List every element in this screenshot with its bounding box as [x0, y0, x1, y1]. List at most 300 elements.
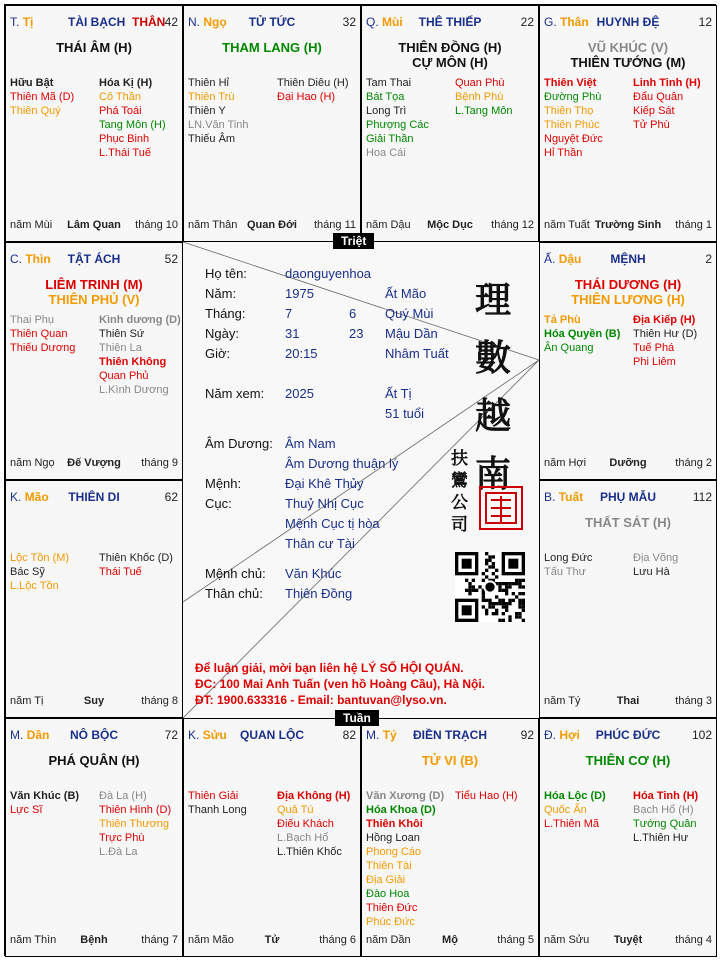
- palace-phase: Mộ: [442, 934, 458, 946]
- palace-month: tháng 9: [141, 457, 178, 469]
- minor-stars-right: [99, 76, 166, 160]
- palace-name: TẬT ÁCH: [67, 252, 121, 266]
- palace-footer: [10, 219, 178, 233]
- minor-star: Thiên Diêu (H): [277, 77, 349, 89]
- calligraphy-small-char: 公: [451, 493, 468, 513]
- palace-name: TÀI BẠCH: [68, 15, 126, 29]
- palace-name: HUYNH ĐỆ: [596, 15, 660, 29]
- astrology-chart: [4, 4, 716, 956]
- palace-cell-dan[interactable]: [5, 718, 183, 957]
- palace-month: tháng 7: [141, 934, 178, 946]
- info-value: Âm Dương thuận lý: [285, 456, 399, 471]
- palace-year: năm Sửu: [544, 934, 590, 946]
- minor-star: Hóa Tinh (H): [633, 790, 699, 802]
- palace-footer: [10, 457, 178, 471]
- major-star: PHÁ QUÂN (H): [48, 753, 140, 768]
- minor-star: Hóa Quyền (B): [544, 328, 621, 340]
- palace-name: THÊ THIẾP: [418, 15, 482, 29]
- minor-star: L.Thiên Mã: [544, 818, 600, 830]
- minor-stars-right: [633, 313, 697, 369]
- minor-star: Bệnh Phù: [455, 91, 504, 103]
- palace-phase: Quan Đới: [247, 219, 297, 231]
- minor-star: L.Thái Tuế: [99, 147, 151, 159]
- palace-number: 12: [698, 15, 712, 29]
- minor-star: Bát Tọa: [366, 91, 405, 103]
- palace-name: PHỤ MẪU: [600, 490, 656, 504]
- palace-phase: Trường Sinh: [594, 219, 662, 231]
- palace-phase: Thai: [616, 695, 640, 707]
- palace-header: [188, 15, 356, 29]
- palace-year: năm Mùi: [10, 219, 53, 231]
- info-label: Mệnh:: [205, 476, 242, 491]
- minor-star: Văn Khúc (B): [10, 790, 80, 802]
- palace-footer: [544, 219, 712, 233]
- minor-star: Thiếu Dương: [10, 342, 76, 354]
- minor-star: Hóa Lộc (D): [544, 790, 606, 802]
- palace-name: THIÊN DI: [68, 490, 120, 504]
- minor-stars-left: [188, 76, 249, 146]
- red-seal: [479, 486, 523, 530]
- minor-star: Quan Phù: [455, 77, 505, 89]
- info-value: 7: [285, 306, 293, 321]
- major-star: THIÊN ĐỒNG (H): [398, 40, 502, 55]
- palace-month: tháng 5: [497, 934, 534, 946]
- seal-pattern-icon: [481, 488, 521, 528]
- palace-footer: [544, 457, 712, 471]
- minor-star: Đường Phù: [544, 91, 602, 103]
- major-star: THÁI DƯƠNG (H): [574, 277, 682, 292]
- info-label: Năm:: [205, 286, 237, 301]
- minor-star: Thiên Hình (D): [99, 804, 172, 816]
- minor-star: Lộc Tồn (M): [10, 552, 70, 564]
- info-value: daonguyenhoa: [285, 266, 372, 281]
- minor-star: Phong Cáo: [366, 846, 422, 858]
- minor-star: Thiên Giải: [188, 790, 239, 802]
- minor-star: Thiên Tài: [366, 860, 412, 872]
- minor-star: Thiên Quan: [10, 328, 68, 340]
- minor-stars-right: [277, 789, 350, 859]
- info-label: Họ tên:: [205, 266, 247, 281]
- minor-star: Kiếp Sát: [633, 105, 675, 117]
- palace-year: năm Tý: [544, 695, 581, 707]
- palace-year: năm Ngọ: [10, 457, 55, 469]
- minor-star: Thiên Việt: [544, 77, 597, 89]
- minor-star: Thiên Hư (D): [633, 328, 698, 340]
- calligraphy-char: 理: [475, 279, 512, 321]
- minor-star: Thiên Khôi: [366, 818, 423, 830]
- minor-star: Hóa Khoa (D): [366, 804, 436, 816]
- minor-star: Phượng Các: [366, 119, 429, 131]
- calligraphy-small-char: 司: [451, 515, 468, 535]
- minor-star: Thiên Đức: [366, 902, 418, 914]
- palace-branch-name: Tị: [22, 15, 34, 29]
- minor-stars-left: [10, 789, 79, 817]
- palace-phase: Bệnh: [80, 934, 108, 946]
- minor-star: Lưu Hà: [633, 566, 670, 578]
- minor-star: Đào Hoa: [366, 888, 410, 900]
- major-star: CỰ MÔN (H): [412, 55, 488, 70]
- minor-stars-right: [99, 551, 173, 579]
- palace-number: 62: [164, 490, 178, 504]
- minor-star: Thái Tuế: [99, 566, 142, 578]
- palace-month: tháng 3: [675, 695, 712, 707]
- info-value: Nhâm Tuất: [385, 346, 449, 361]
- palace-branch-name: Hợi: [559, 728, 580, 742]
- palace-header: [544, 728, 712, 742]
- contact-line: ĐC: 100 Mai Anh Tuấn (ven hồ Hoàng Cầu), Hà Nội.: [195, 677, 486, 691]
- info-value: Ất Tị: [385, 386, 412, 401]
- palace-phase: Lâm Quan: [67, 219, 121, 231]
- minor-star: Long Trì: [366, 105, 407, 117]
- contact-line: Để luận giải, mời bạn liên hệ LÝ SỐ HỘI QUÁN.: [195, 661, 464, 675]
- minor-star: Địa Không (H): [277, 790, 351, 802]
- minor-stars-left: [366, 76, 429, 160]
- palace-stem: G.: [544, 15, 557, 29]
- minor-stars-right: [455, 789, 518, 803]
- calligraphy-char: 南: [475, 453, 512, 495]
- minor-star: Đà La (H): [99, 790, 147, 802]
- palace-footer: [10, 695, 178, 709]
- palace-phase: Suy: [83, 695, 105, 707]
- minor-star: Địa Giải: [366, 874, 406, 886]
- info-value: Văn Khúc: [285, 566, 342, 581]
- info-value: 31: [285, 326, 300, 341]
- minor-star: Tang Môn (H): [99, 119, 166, 131]
- palace-year: năm Hợi: [544, 457, 587, 469]
- palace-cell-thin[interactable]: [5, 242, 183, 480]
- palace-number: 32: [342, 15, 356, 29]
- minor-star: Bác Sỹ: [10, 566, 45, 578]
- palace-number: 72: [164, 728, 178, 742]
- palace-header: [10, 252, 178, 266]
- calligraphy-char: 數: [475, 337, 512, 379]
- palace-name: MỆNH: [610, 252, 646, 266]
- minor-star: Thiên La: [99, 342, 142, 354]
- triet-marker: Triệt: [333, 233, 374, 249]
- palace-branch-name: Thìn: [25, 252, 51, 266]
- minor-star: L.Thiên Khốc: [277, 846, 342, 858]
- info-value: Mệnh Cục tị hòa: [285, 516, 380, 531]
- info-value: Ất Mão: [385, 286, 427, 301]
- info-value: 1975: [285, 286, 314, 301]
- minor-stars-right: [99, 789, 171, 859]
- palace-cell-ti[interactable]: [5, 5, 183, 242]
- info-label: Thân chủ:: [205, 586, 263, 601]
- palace-branch-name: Ngọ: [203, 15, 227, 29]
- minor-star: Long Đức: [544, 552, 593, 564]
- palace-year: năm Dần: [366, 934, 411, 946]
- info-value: Âm Nam: [285, 436, 336, 451]
- minor-star: Đại Hao (H): [277, 91, 336, 103]
- minor-star: Tướng Quân: [633, 818, 697, 830]
- minor-star: Thiếu Âm: [188, 133, 236, 145]
- minor-star: Thiên Quý: [10, 105, 61, 117]
- palace-name: ĐIỀN TRẠCH: [413, 728, 487, 742]
- palace-footer: [10, 934, 178, 948]
- palace-branch-name: Mùi: [382, 15, 403, 29]
- qr-code[interactable]: [455, 552, 525, 625]
- minor-star: L.Thiên Hư: [633, 832, 689, 844]
- palace-phase: Tử: [264, 934, 280, 946]
- palace-branch-name: Dần: [26, 728, 50, 742]
- info-label: Cục:: [205, 496, 232, 511]
- info-value: Thân cư Tài: [285, 536, 355, 551]
- palace-year: năm Tị: [10, 695, 44, 707]
- palace-cell-ngo[interactable]: [183, 5, 361, 242]
- palace-month: tháng 1: [675, 219, 712, 231]
- palace-cell-suu[interactable]: [183, 718, 361, 957]
- minor-star: L.Kình Dương: [99, 384, 169, 396]
- palace-number: 92: [520, 728, 534, 742]
- minor-star: Phi Liêm: [633, 356, 676, 368]
- info-label: Mệnh chủ:: [205, 566, 266, 581]
- minor-star: Ân Quang: [544, 342, 594, 354]
- palace-header: [188, 728, 356, 742]
- palace-name: TỬ TỨC: [248, 15, 296, 29]
- minor-stars-left: [10, 76, 74, 118]
- minor-star: L.Đà La: [99, 846, 138, 858]
- info-value: 23: [349, 326, 364, 341]
- palace-month: tháng 12: [491, 219, 534, 231]
- info-value: Thuỷ Nhị Cục: [285, 496, 364, 511]
- minor-star: Thiên Sứ: [99, 328, 145, 340]
- minor-star: Lực Sĩ: [10, 804, 43, 816]
- minor-star: Văn Xương (D): [366, 790, 445, 802]
- palace-stem: T.: [10, 15, 20, 29]
- minor-star: Phúc Đức: [366, 916, 415, 928]
- palace-footer: [188, 219, 356, 233]
- minor-stars-right: [99, 313, 181, 397]
- palace-number: 42: [164, 15, 178, 29]
- minor-stars-left: [366, 789, 444, 929]
- minor-star: Tam Thai: [366, 77, 412, 89]
- calligraphy-small-char: 扶: [451, 449, 468, 469]
- minor-stars-left: [10, 551, 69, 593]
- minor-star: Tử Phù: [633, 119, 670, 131]
- qr-code-icon: [455, 552, 525, 622]
- palace-number: 82: [342, 728, 356, 742]
- minor-star: Tuế Phá: [633, 342, 675, 354]
- palace-stem: C.: [10, 252, 22, 266]
- minor-star: Tả Phù: [544, 314, 581, 326]
- minor-star: Tiểu Hao (H): [455, 790, 518, 802]
- minor-star: Quả Tú: [277, 804, 314, 816]
- minor-star: Hỉ Thần: [544, 147, 583, 159]
- minor-star: Hồng Loan: [366, 832, 420, 844]
- minor-stars-left: [544, 76, 603, 160]
- palace-cell-mui[interactable]: [361, 5, 539, 242]
- palace-year: năm Thân: [188, 219, 238, 231]
- minor-star: Cô Thần: [99, 91, 141, 103]
- minor-stars-left: [10, 313, 75, 355]
- major-star: VŨ KHÚC (V): [587, 40, 669, 55]
- calligraphy-char: 越: [475, 395, 512, 437]
- contact-info: [195, 660, 485, 708]
- minor-star: Hữu Bật: [10, 77, 54, 89]
- palace-cell-hoi[interactable]: [539, 718, 717, 957]
- palace-cell-than[interactable]: [539, 5, 717, 242]
- major-star: THIÊN TƯỚNG (M): [570, 55, 686, 70]
- minor-star: Kình dương (D): [99, 314, 181, 326]
- palace-phase: Mộc Dục: [427, 219, 473, 231]
- minor-star: Trực Phù: [99, 832, 145, 844]
- palace-stem: Q.: [366, 15, 379, 29]
- minor-star: Hóa Kị (H): [99, 77, 153, 89]
- palace-year: năm Tuất: [544, 219, 590, 231]
- palace-branch-name: Dậu: [558, 252, 582, 266]
- palace-stem: M.: [10, 728, 24, 742]
- minor-star: Đẩu Quân: [633, 91, 684, 103]
- minor-star: Thiên Thọ: [544, 105, 594, 117]
- palace-cell-dau[interactable]: [539, 242, 717, 480]
- palace-year: năm Dậu: [366, 219, 411, 231]
- major-star: THẤT SÁT (H): [585, 515, 671, 530]
- info-label: Năm xem:: [205, 386, 265, 401]
- palace-month: tháng 2: [675, 457, 712, 469]
- major-star: THIÊN LƯƠNG (H): [571, 292, 685, 307]
- minor-star: Điếu Khách: [277, 818, 334, 830]
- minor-star: L.Tang Môn: [455, 105, 513, 117]
- major-star: THIÊN CƠ (H): [585, 753, 671, 768]
- center-panel: [183, 242, 539, 718]
- palace-cell-tuat[interactable]: [539, 480, 717, 718]
- palace-footer: [544, 934, 712, 948]
- palace-header: [10, 728, 178, 742]
- minor-stars-left: [544, 313, 620, 355]
- palace-footer: [188, 934, 356, 948]
- than-marker: THÂN: [132, 15, 166, 29]
- info-value: Thiên Đồng: [285, 586, 353, 601]
- info-label: Giờ:: [205, 346, 231, 361]
- palace-name: QUAN LỘC: [240, 728, 304, 742]
- info-value: 6: [349, 306, 357, 321]
- palace-stem: B.: [544, 490, 556, 504]
- minor-stars-left: [188, 789, 247, 817]
- minor-star: L.Lộc Tồn: [10, 580, 59, 592]
- palace-header: [544, 15, 712, 29]
- palace-branch-name: Sửu: [202, 728, 227, 742]
- minor-star: Nguyệt Đức: [544, 133, 603, 145]
- palace-header: [544, 490, 712, 504]
- tuan-marker: Tuần: [335, 710, 379, 726]
- palace-number: 52: [164, 252, 178, 266]
- palace-stem: K.: [188, 728, 200, 742]
- palace-phase: Đế Vượng: [67, 457, 121, 469]
- palace-month: tháng 8: [141, 695, 178, 707]
- palace-header: [366, 728, 534, 742]
- palace-month: tháng 4: [675, 934, 712, 946]
- calligraphy-small-char: 鸞: [451, 471, 468, 491]
- palace-header: [366, 15, 534, 29]
- info-value: Mậu Dần: [385, 326, 438, 341]
- minor-star: Bạch Hổ (H): [633, 804, 694, 816]
- minor-star: Thiên Mã (D): [10, 91, 75, 103]
- palace-footer: [544, 695, 712, 709]
- minor-star: Thiên Thương: [99, 818, 170, 830]
- palace-cell-mao[interactable]: [5, 480, 183, 718]
- minor-star: Quốc Ấn: [544, 804, 587, 816]
- minor-star: Phá Toái: [99, 105, 142, 117]
- minor-star: Linh Tinh (H): [633, 77, 701, 89]
- palace-number: 102: [691, 728, 712, 742]
- palace-stem: Ấ.: [544, 252, 556, 266]
- palace-phase: Dưỡng: [609, 457, 647, 469]
- minor-stars-right: [633, 551, 678, 579]
- minor-star: Địa Võng: [633, 552, 679, 564]
- minor-star: Địa Kiếp (H): [633, 314, 696, 326]
- palace-header: [10, 490, 178, 504]
- palace-branch: [10, 15, 33, 29]
- palace-branch-name: Thân: [560, 15, 589, 29]
- minor-star: Thiên Phúc: [544, 119, 600, 131]
- minor-star: Thiên Khốc (D): [99, 552, 173, 564]
- minor-star: Thai Phụ: [10, 314, 55, 326]
- minor-star: Thanh Long: [188, 804, 247, 816]
- palace-name: NÔ BỘC: [70, 728, 118, 742]
- palace-stem: M.: [366, 728, 380, 742]
- palace-number: 22: [520, 15, 534, 29]
- minor-star: Thiên Không: [99, 356, 167, 368]
- major-star: THÁI ÂM (H): [56, 40, 132, 55]
- info-value: 20:15: [285, 346, 318, 361]
- palace-year: năm Thìn: [10, 934, 57, 946]
- info-value: 2025: [285, 386, 314, 401]
- minor-star: Giải Thần: [366, 133, 414, 145]
- info-value: Đại Khê Thủy: [285, 476, 364, 491]
- major-star: THAM LANG (H): [222, 40, 322, 55]
- minor-star: L.Bạch Hổ: [277, 832, 329, 844]
- palace-number: 112: [692, 490, 712, 504]
- info-value: 51 tuổi: [385, 406, 425, 421]
- palace-number: 2: [705, 252, 712, 266]
- major-star: LIÊM TRINH (M): [45, 277, 143, 292]
- major-star: TỬ VI (B): [421, 753, 479, 768]
- info-value: Quý Mùi: [385, 306, 434, 321]
- palace-header: [10, 15, 178, 29]
- minor-star: Hoa Cái: [366, 147, 406, 159]
- minor-star: Tấu Thư: [544, 566, 587, 578]
- palace-branch-name: Tuất: [558, 490, 584, 504]
- palace-branch-name: Mão: [24, 490, 49, 504]
- palace-cell-ty[interactable]: [361, 718, 539, 957]
- minor-star: LN.Văn Tinh: [188, 119, 249, 131]
- palace-month: tháng 10: [135, 219, 178, 231]
- palace-month: tháng 6: [319, 934, 356, 946]
- palace-header: [544, 252, 712, 266]
- info-label: Tháng:: [205, 306, 246, 321]
- palace-footer: [366, 219, 534, 233]
- palace-month: tháng 11: [313, 219, 356, 231]
- palace-stem: K.: [10, 490, 22, 504]
- minor-star: Thiên Y: [188, 105, 226, 117]
- info-label: Âm Dương:: [205, 436, 273, 451]
- info-label: Ngày:: [205, 326, 239, 341]
- palace-name: PHÚC ĐỨC: [595, 728, 661, 742]
- palace-year: năm Mão: [188, 934, 234, 946]
- major-star: THIÊN PHỦ (V): [48, 292, 140, 307]
- minor-stars-right: [633, 76, 701, 132]
- minor-stars-right: [455, 76, 512, 118]
- minor-stars-left: [544, 551, 592, 579]
- palace-stem: Đ.: [544, 728, 556, 742]
- palace-footer: [366, 934, 534, 948]
- minor-stars-left: [544, 789, 606, 831]
- minor-star: Thiên Trù: [188, 91, 235, 103]
- minor-star: Thiên Hỉ: [188, 77, 229, 89]
- minor-star: Phục Binh: [99, 133, 150, 145]
- palace-branch-name: Tý: [382, 728, 397, 742]
- palace-stem: N.: [188, 15, 200, 29]
